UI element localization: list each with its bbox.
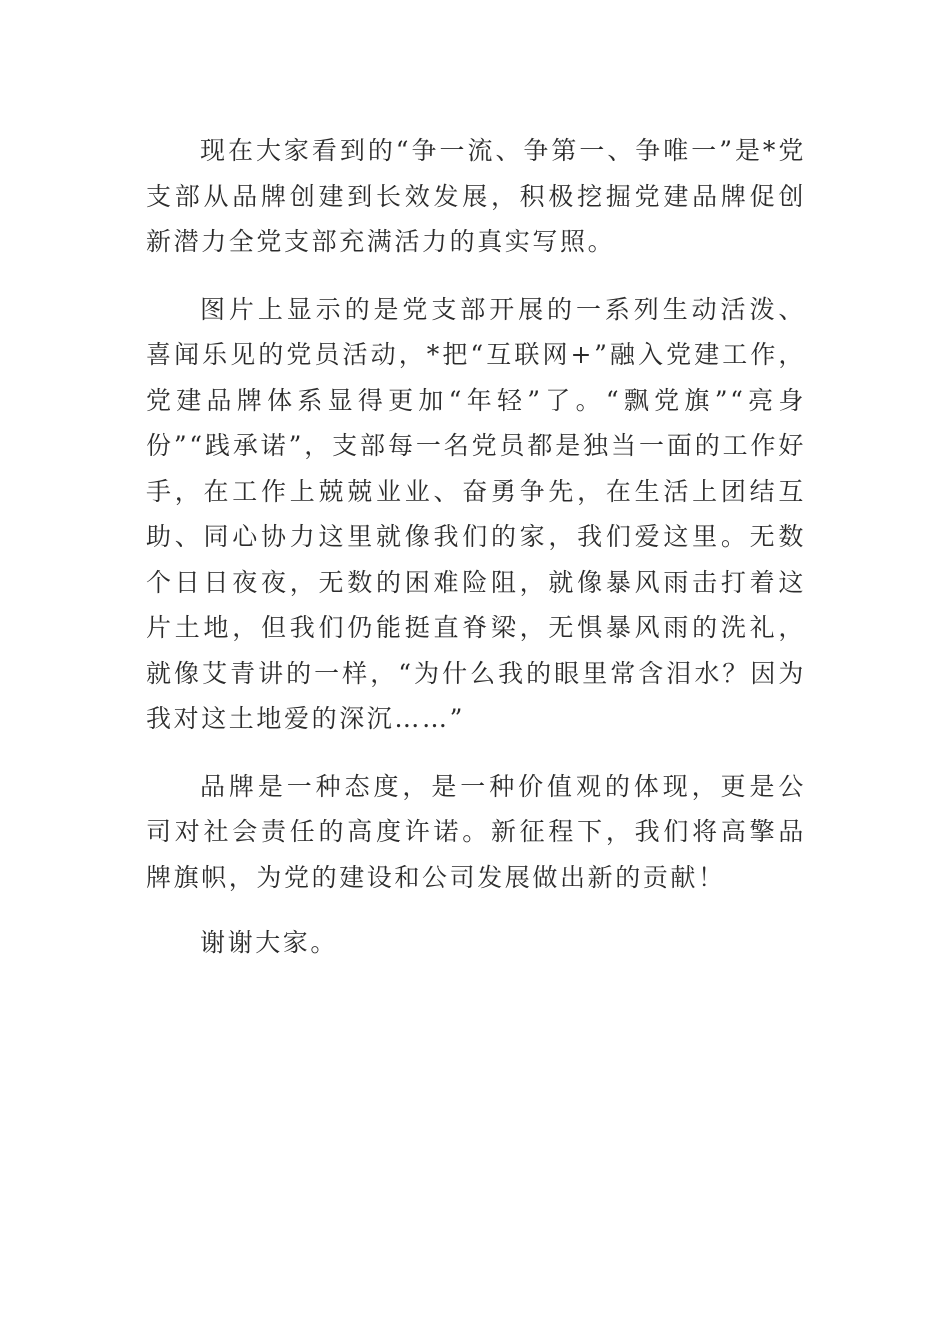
document-body: [146, 128, 806, 966]
paragraph-thanks: 谢谢大家。: [200, 928, 339, 957]
paragraph-activities: 图片上显示的是党支部开展的一系列生动活泼、喜闻乐见的党员活动，*把“互联网+”融入党建工作，党建品牌体系显得更加“年轻”了。“飘党旗”“亮身份”“践承诺”，支部每一名党员都是独当一面的工作好手，在工作上兢兢业业、奋勇争先，在生活上团结互助、同心协力这里就像我们的家，我们爱这里。无数个日日夜夜，无数的困难险阻，就像暴风雨击打着这片土地，但我们仍能挺直脊梁，无惧暴风雨的洗礼，就像艾青讲的一样，“为什么我的眼里常含泪水？因为我对这土地爱的深沉……”: [146, 294, 806, 733]
paragraph-brand: 品牌是一种态度，是一种价值观的体现，更是公司对社会责任的高度许诺。新征程下，我们将高擎品牌旗帜，为党的建设和公司发展做出新的贡献！: [146, 771, 806, 892]
paragraph-intro: 现在大家看到的“争一流、争第一、争唯一”是*党支部从品牌创建到长效发展，积极挖掘党建品牌促创新潜力全党支部充满活力的真实写照。: [146, 136, 806, 256]
